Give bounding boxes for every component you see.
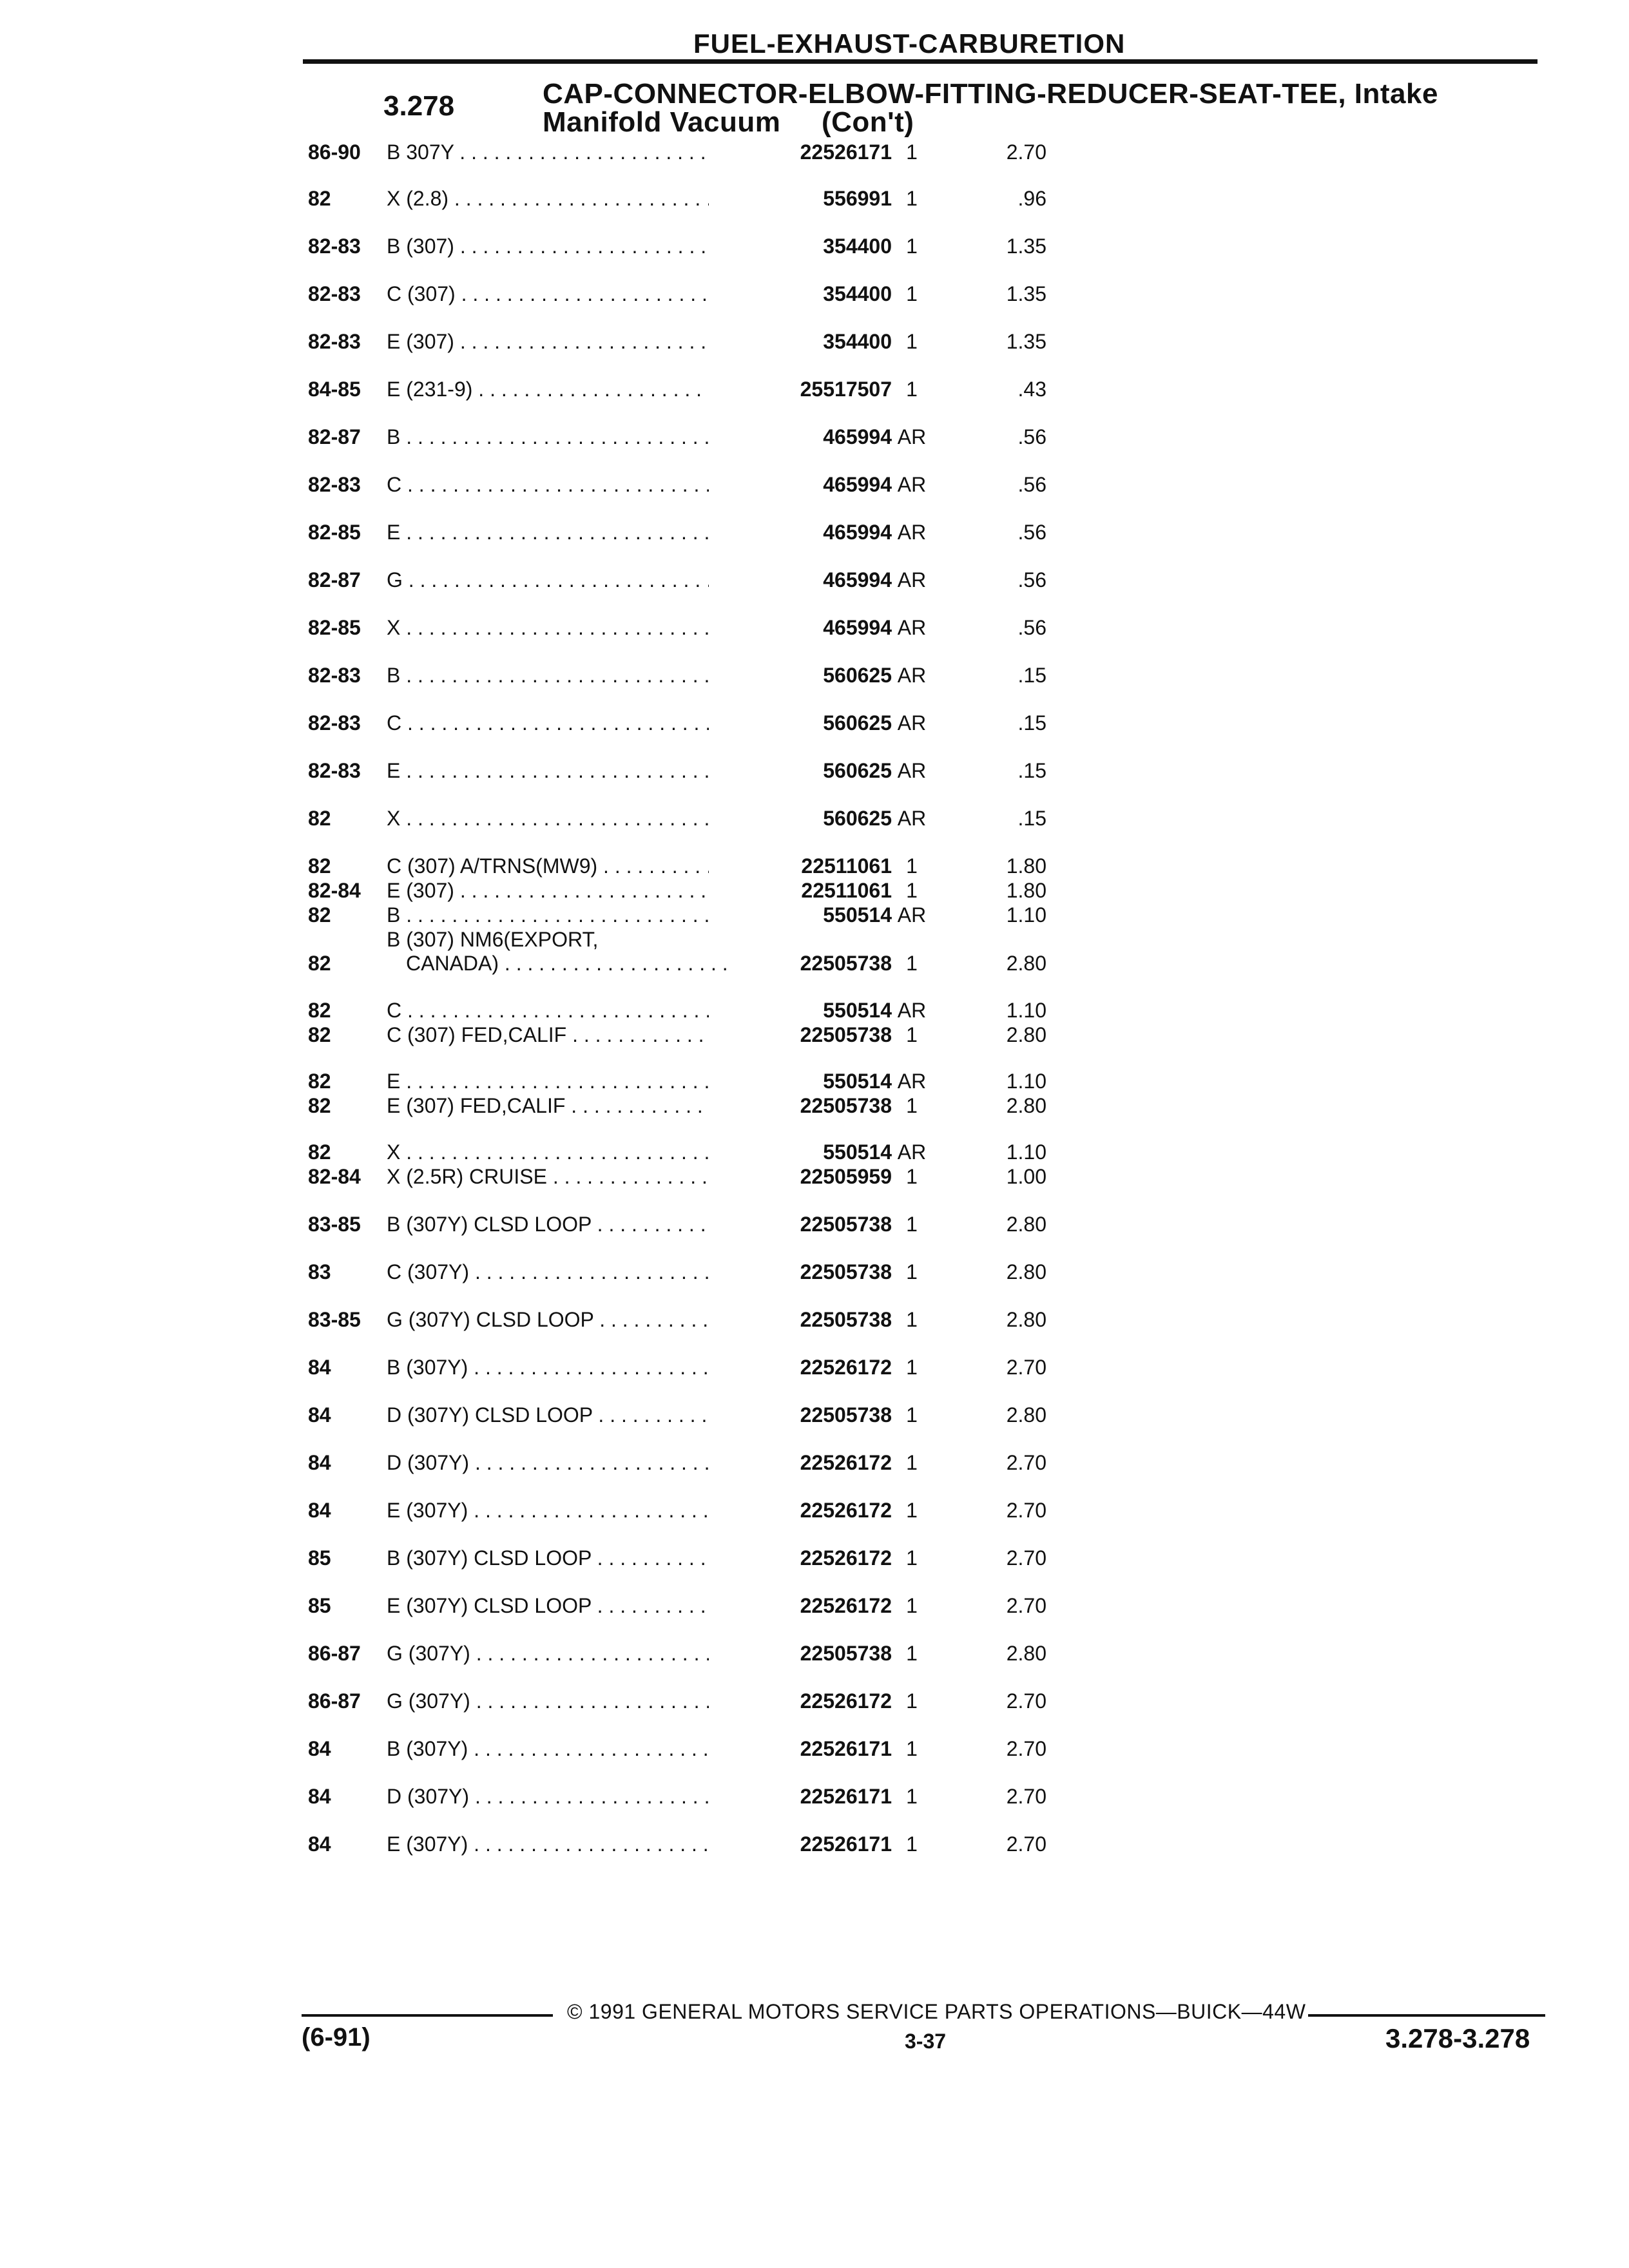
row-model: B (307Y) . . . [387, 1356, 709, 1379]
row-price: .56 [1017, 616, 1046, 639]
row-year: 83 [308, 1260, 331, 1283]
row-year: 82 [308, 1140, 331, 1164]
row-part-number: 354400 [749, 330, 892, 354]
row-model: B . . . [387, 425, 709, 449]
row-price: 2.70 [1006, 1737, 1046, 1760]
row-year: 85 [308, 1546, 331, 1570]
row-price: 2.80 [1006, 1213, 1046, 1236]
row-quantity: 1 [906, 1832, 918, 1856]
row-year: 84 [308, 1785, 331, 1808]
row-quantity: 1 [906, 879, 918, 902]
row-quantity: AR [897, 473, 927, 496]
row-part-number: 550514 [749, 903, 892, 927]
row-part-number: 354400 [749, 282, 892, 306]
row-quantity: 1 [906, 854, 918, 878]
row-model: C (307) A/TRNS(MW9) . . . [387, 854, 709, 878]
row-part-number: 560625 [749, 664, 892, 687]
row-price: 2.70 [1006, 1356, 1046, 1379]
row-year: 84-85 [308, 378, 361, 401]
row-model: B (307) NM6(EXPORT, [387, 928, 599, 951]
row-part-number: 22526172 [749, 1499, 892, 1523]
row-price: 1.10 [1006, 999, 1046, 1022]
row-part-number: 465994 [749, 616, 892, 640]
row-quantity: 1 [906, 1165, 918, 1188]
row-year: 84 [308, 1832, 331, 1856]
row-price: 2.80 [1006, 1308, 1046, 1331]
row-model: C . . . [387, 473, 709, 497]
row-quantity: 1 [906, 282, 918, 305]
row-price: .56 [1017, 425, 1046, 448]
row-year: 82 [308, 1070, 331, 1093]
footer-rule-right [1308, 2014, 1545, 2017]
row-part-number: 354400 [749, 235, 892, 258]
row-model: G . . . [387, 568, 709, 592]
row-part-number: 22505738 [749, 1308, 892, 1332]
row-part-number: 465994 [749, 521, 892, 544]
row-price: 2.70 [1006, 1594, 1046, 1617]
row-quantity: 1 [906, 235, 918, 258]
header-rule [303, 59, 1537, 64]
row-part-number: 22505738 [749, 1260, 892, 1284]
row-part-number: 550514 [749, 1140, 892, 1164]
section-number: 3.278 [383, 90, 455, 122]
row-quantity: 1 [906, 1642, 918, 1665]
row-model: D (307Y) . . . [387, 1785, 709, 1809]
row-quantity: AR [897, 807, 927, 830]
page-header-title: FUEL-EXHAUST-CARBURETION [693, 28, 1126, 59]
row-year: 82 [308, 854, 331, 878]
row-year: 83-85 [308, 1308, 361, 1331]
row-year: 82 [308, 903, 331, 927]
footer-section-range: 3.278-3.278 [1385, 2023, 1530, 2053]
row-price: 1.35 [1006, 235, 1046, 258]
row-year: 84 [308, 1403, 331, 1427]
row-year: 82 [308, 807, 331, 830]
row-quantity: AR [897, 521, 927, 544]
row-model: E (231-9) . . . [387, 378, 709, 401]
row-part-number: 560625 [749, 759, 892, 783]
row-model: B (307Y) . . . [387, 1737, 709, 1761]
row-price: 2.80 [1006, 1094, 1046, 1117]
row-quantity: 1 [906, 1737, 918, 1760]
row-model: B (307) . . . [387, 235, 709, 258]
row-model: D (307Y) . . . [387, 1451, 709, 1475]
row-quantity: 1 [906, 1403, 918, 1427]
footer-page-number: 3-37 [905, 2030, 947, 2053]
row-year: 82-83 [308, 235, 361, 258]
row-model: E (307) FED,CALIF . . . [387, 1094, 709, 1118]
row-price: 1.80 [1006, 879, 1046, 902]
row-model: B . . . [387, 664, 709, 687]
row-model: C (307Y) . . . [387, 1260, 709, 1284]
footer-rule-left [302, 2014, 553, 2017]
row-part-number: 22526172 [749, 1356, 892, 1379]
row-model: E (307Y) . . . [387, 1832, 709, 1856]
row-price: 2.70 [1006, 1785, 1046, 1808]
section-title-main: CAP-CONNECTOR-ELBOW-FITTING-REDUCER-SEAT-TEE, Intake [543, 78, 1438, 110]
row-model-continued: CANADA) . . . [387, 952, 728, 975]
row-model: X . . . [387, 807, 709, 831]
row-part-number: 465994 [749, 568, 892, 592]
row-price: 1.10 [1006, 1070, 1046, 1093]
row-year: 82-83 [308, 282, 361, 305]
row-part-number: 465994 [749, 425, 892, 449]
row-quantity: AR [897, 759, 927, 782]
footer-date: (6-91) [302, 2023, 371, 2052]
row-quantity: 1 [906, 1785, 918, 1808]
row-quantity: AR [897, 568, 927, 591]
row-price: 2.80 [1006, 1260, 1046, 1283]
row-price: .15 [1017, 664, 1046, 687]
row-year: 86-87 [308, 1642, 361, 1665]
row-part-number: 22526172 [749, 1689, 892, 1713]
row-price: .15 [1017, 711, 1046, 735]
row-quantity: 1 [906, 1213, 918, 1236]
row-part-number: 22505738 [749, 1094, 892, 1118]
row-year: 82-84 [308, 1165, 361, 1188]
row-year: 82-83 [308, 330, 361, 353]
row-model: C (307) . . . [387, 282, 709, 306]
row-price: .56 [1017, 473, 1046, 496]
row-model: B (307Y) CLSD LOOP . . . [387, 1213, 709, 1236]
row-quantity: AR [897, 664, 927, 687]
row-model: E . . . [387, 521, 709, 544]
row-part-number: 22526171 [749, 1785, 892, 1809]
row-part-number: 22526171 [749, 140, 892, 164]
row-quantity: AR [897, 616, 927, 639]
row-quantity: AR [897, 711, 927, 735]
row-part-number: 560625 [749, 711, 892, 735]
row-year: 82-85 [308, 616, 361, 639]
row-price: .96 [1017, 187, 1046, 210]
row-price: 1.00 [1006, 1165, 1046, 1188]
row-part-number: 550514 [749, 999, 892, 1023]
row-model: G (307Y) CLSD LOOP . . . [387, 1308, 709, 1332]
row-part-number: 25517507 [749, 378, 892, 401]
row-model: D (307Y) CLSD LOOP . . . [387, 1403, 709, 1427]
row-model: E (307Y) CLSD LOOP . . . [387, 1594, 709, 1618]
row-quantity: 1 [906, 378, 918, 401]
row-part-number: 22526171 [749, 1737, 892, 1761]
row-year: 82-84 [308, 879, 361, 902]
row-quantity: 1 [906, 1546, 918, 1570]
row-quantity: AR [897, 1070, 927, 1093]
row-price: 2.70 [1006, 1451, 1046, 1474]
row-year: 82 [308, 1023, 331, 1046]
row-price: .56 [1017, 568, 1046, 591]
row-part-number: 556991 [749, 187, 892, 211]
row-price: 2.70 [1006, 1499, 1046, 1522]
row-year: 84 [308, 1737, 331, 1760]
row-quantity: 1 [906, 1308, 918, 1331]
row-price: 2.80 [1006, 1023, 1046, 1046]
row-price: 1.80 [1006, 854, 1046, 878]
row-price: 1.35 [1006, 330, 1046, 353]
row-quantity: 1 [906, 330, 918, 353]
row-year: 84 [308, 1356, 331, 1379]
row-model: E . . . [387, 1070, 709, 1093]
row-year: 84 [308, 1499, 331, 1522]
row-year: 84 [308, 1451, 331, 1474]
row-model: X (2.8) . . . [387, 187, 709, 211]
row-part-number: 560625 [749, 807, 892, 831]
row-part-number: 22505738 [749, 1213, 892, 1236]
row-year: 82-83 [308, 473, 361, 496]
row-quantity: AR [897, 999, 927, 1022]
row-price: 1.10 [1006, 1140, 1046, 1164]
row-quantity: 1 [906, 1689, 918, 1713]
row-price: 2.70 [1006, 1832, 1046, 1856]
row-year: 82-83 [308, 664, 361, 687]
row-part-number: 22526172 [749, 1546, 892, 1570]
row-quantity: 1 [906, 1356, 918, 1379]
row-year: 82-85 [308, 521, 361, 544]
row-model: B 307Y . . . [387, 140, 709, 164]
row-price: .56 [1017, 521, 1046, 544]
row-part-number: 22511061 [749, 854, 892, 878]
row-part-number: 22511061 [749, 879, 892, 903]
row-model: E (307Y) . . . [387, 1499, 709, 1523]
row-quantity: AR [897, 1140, 927, 1164]
footer-copyright: © 1991 GENERAL MOTORS SERVICE PARTS OPERATIONS—BUICK—44W [567, 2000, 1306, 2023]
row-quantity: 1 [906, 952, 918, 975]
row-year: 82-83 [308, 759, 361, 782]
row-price: .15 [1017, 759, 1046, 782]
row-quantity: 1 [906, 1094, 918, 1117]
row-year: 83-85 [308, 1213, 361, 1236]
row-year: 85 [308, 1594, 331, 1617]
section-subtitle: Manifold Vacuum (Con't) [543, 106, 914, 138]
row-quantity: 1 [906, 1451, 918, 1474]
row-year: 82-87 [308, 425, 361, 448]
row-quantity: 1 [906, 187, 918, 210]
row-model: G (307Y) . . . [387, 1642, 709, 1666]
row-model: C . . . [387, 711, 709, 735]
row-model: X . . . [387, 616, 709, 640]
row-price: .15 [1017, 807, 1046, 830]
row-model: E (307) . . . [387, 330, 709, 354]
row-quantity: 1 [906, 1594, 918, 1617]
row-year: 82-87 [308, 568, 361, 591]
row-part-number: 550514 [749, 1070, 892, 1093]
row-year: 82 [308, 187, 331, 210]
row-part-number: 22505738 [749, 952, 892, 975]
row-price: 2.80 [1006, 1642, 1046, 1665]
row-part-number: 22526172 [749, 1451, 892, 1475]
row-part-number: 22505738 [749, 1403, 892, 1427]
row-price: 1.10 [1006, 903, 1046, 927]
row-year: 82 [308, 999, 331, 1022]
row-price: 2.70 [1006, 1546, 1046, 1570]
row-price: 1.35 [1006, 282, 1046, 305]
row-quantity: AR [897, 903, 927, 927]
row-price: .43 [1017, 378, 1046, 401]
row-model: X (2.5R) CRUISE . . . [387, 1165, 709, 1189]
row-model: E (307) . . . [387, 879, 709, 903]
row-price: 2.80 [1006, 952, 1046, 975]
row-part-number: 22505738 [749, 1642, 892, 1666]
row-part-number: 465994 [749, 473, 892, 497]
row-year: 82 [308, 952, 331, 975]
section-title [543, 80, 1438, 137]
row-year: 82 [308, 1094, 331, 1117]
row-year: 82-83 [308, 711, 361, 735]
row-price: 2.80 [1006, 1403, 1046, 1427]
row-model: G (307Y) . . . [387, 1689, 709, 1713]
row-quantity: AR [897, 425, 927, 448]
row-price: 2.70 [1006, 1689, 1046, 1713]
row-part-number: 22505738 [749, 1023, 892, 1047]
row-quantity: 1 [906, 1499, 918, 1522]
row-quantity: 1 [906, 140, 918, 164]
row-part-number: 22526171 [749, 1832, 892, 1856]
row-year: 86-90 [308, 140, 361, 164]
row-model: C . . . [387, 999, 709, 1023]
row-quantity: 1 [906, 1260, 918, 1283]
row-year: 86-87 [308, 1689, 361, 1713]
row-model: B . . . [387, 903, 709, 927]
row-part-number: 22526172 [749, 1594, 892, 1618]
row-model: E . . . [387, 759, 709, 783]
row-part-number: 22505959 [749, 1165, 892, 1189]
row-price: 2.70 [1006, 140, 1046, 164]
row-model: X . . . [387, 1140, 709, 1164]
row-model: B (307Y) CLSD LOOP . . . [387, 1546, 709, 1570]
row-model: C (307) FED,CALIF . . . [387, 1023, 709, 1047]
row-quantity: 1 [906, 1023, 918, 1046]
